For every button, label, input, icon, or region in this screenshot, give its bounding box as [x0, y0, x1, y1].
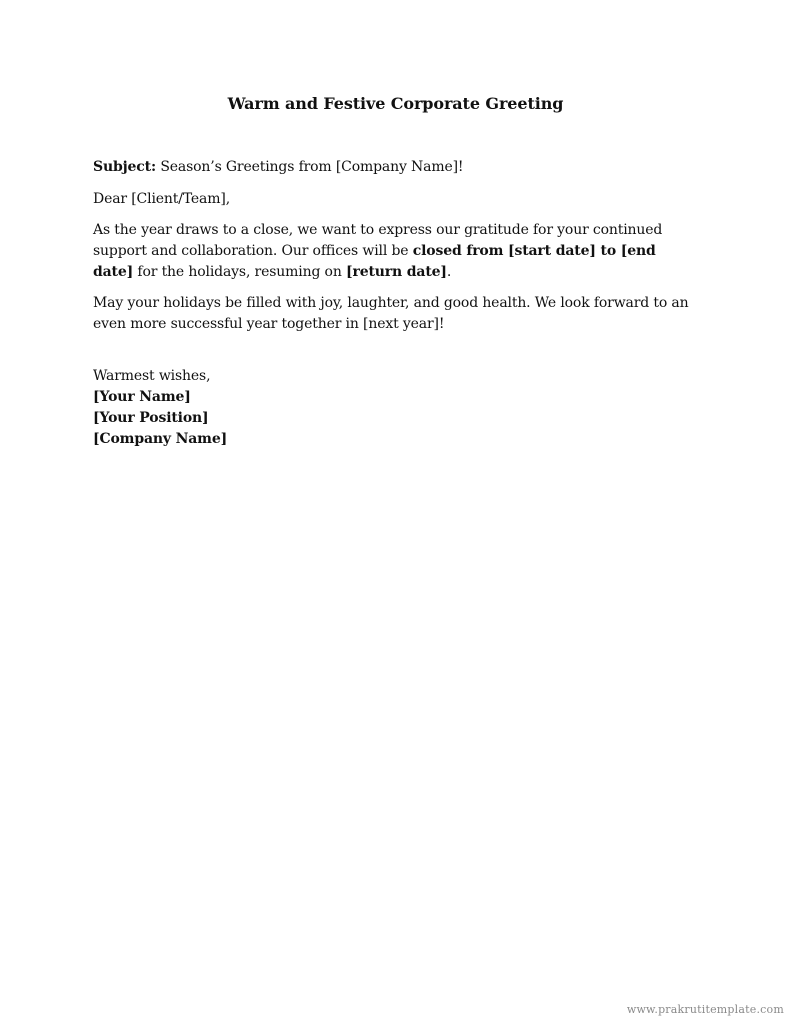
para1-part3: . — [446, 264, 452, 280]
signature-company-text: [Company Name] — [93, 431, 228, 447]
para1-part2: for the holidays, resuming on — [133, 264, 346, 280]
para1-return-date: [return date] — [346, 264, 447, 280]
paragraph-office-closure — [93, 220, 698, 283]
para1-part1: As the year draws to a close, we want to express our gratitude for your continued support and collaboration. Our offices will be — [93, 222, 663, 259]
footer-watermark: www.prakrutitemplate.com — [626, 1003, 784, 1016]
para1-closure-dates: closed from [start date] to [end date] — [93, 243, 656, 280]
signature-position — [93, 408, 698, 429]
signature-position-text: [Your Position] — [93, 410, 209, 426]
subject-label: Subject: — [93, 159, 157, 175]
signature-name-text: [Your Name] — [93, 389, 191, 405]
greeting: Dear [Client/Team], — [93, 191, 230, 207]
paragraph-wishes: May your holidays be filled with joy, laughter, and good health. We look forward to an even more successful year together in [next year]! — [93, 295, 689, 332]
subject-line — [93, 157, 698, 178]
letter-body — [93, 157, 698, 450]
signature-company — [93, 429, 698, 450]
closing: Warmest wishes, — [93, 368, 211, 384]
subject-text: Season’s Greetings from [Company Name]! — [156, 159, 464, 175]
closing-block — [93, 366, 698, 450]
signature-name — [93, 387, 698, 408]
document-title: Warm and Festive Corporate Greeting — [227, 94, 564, 113]
